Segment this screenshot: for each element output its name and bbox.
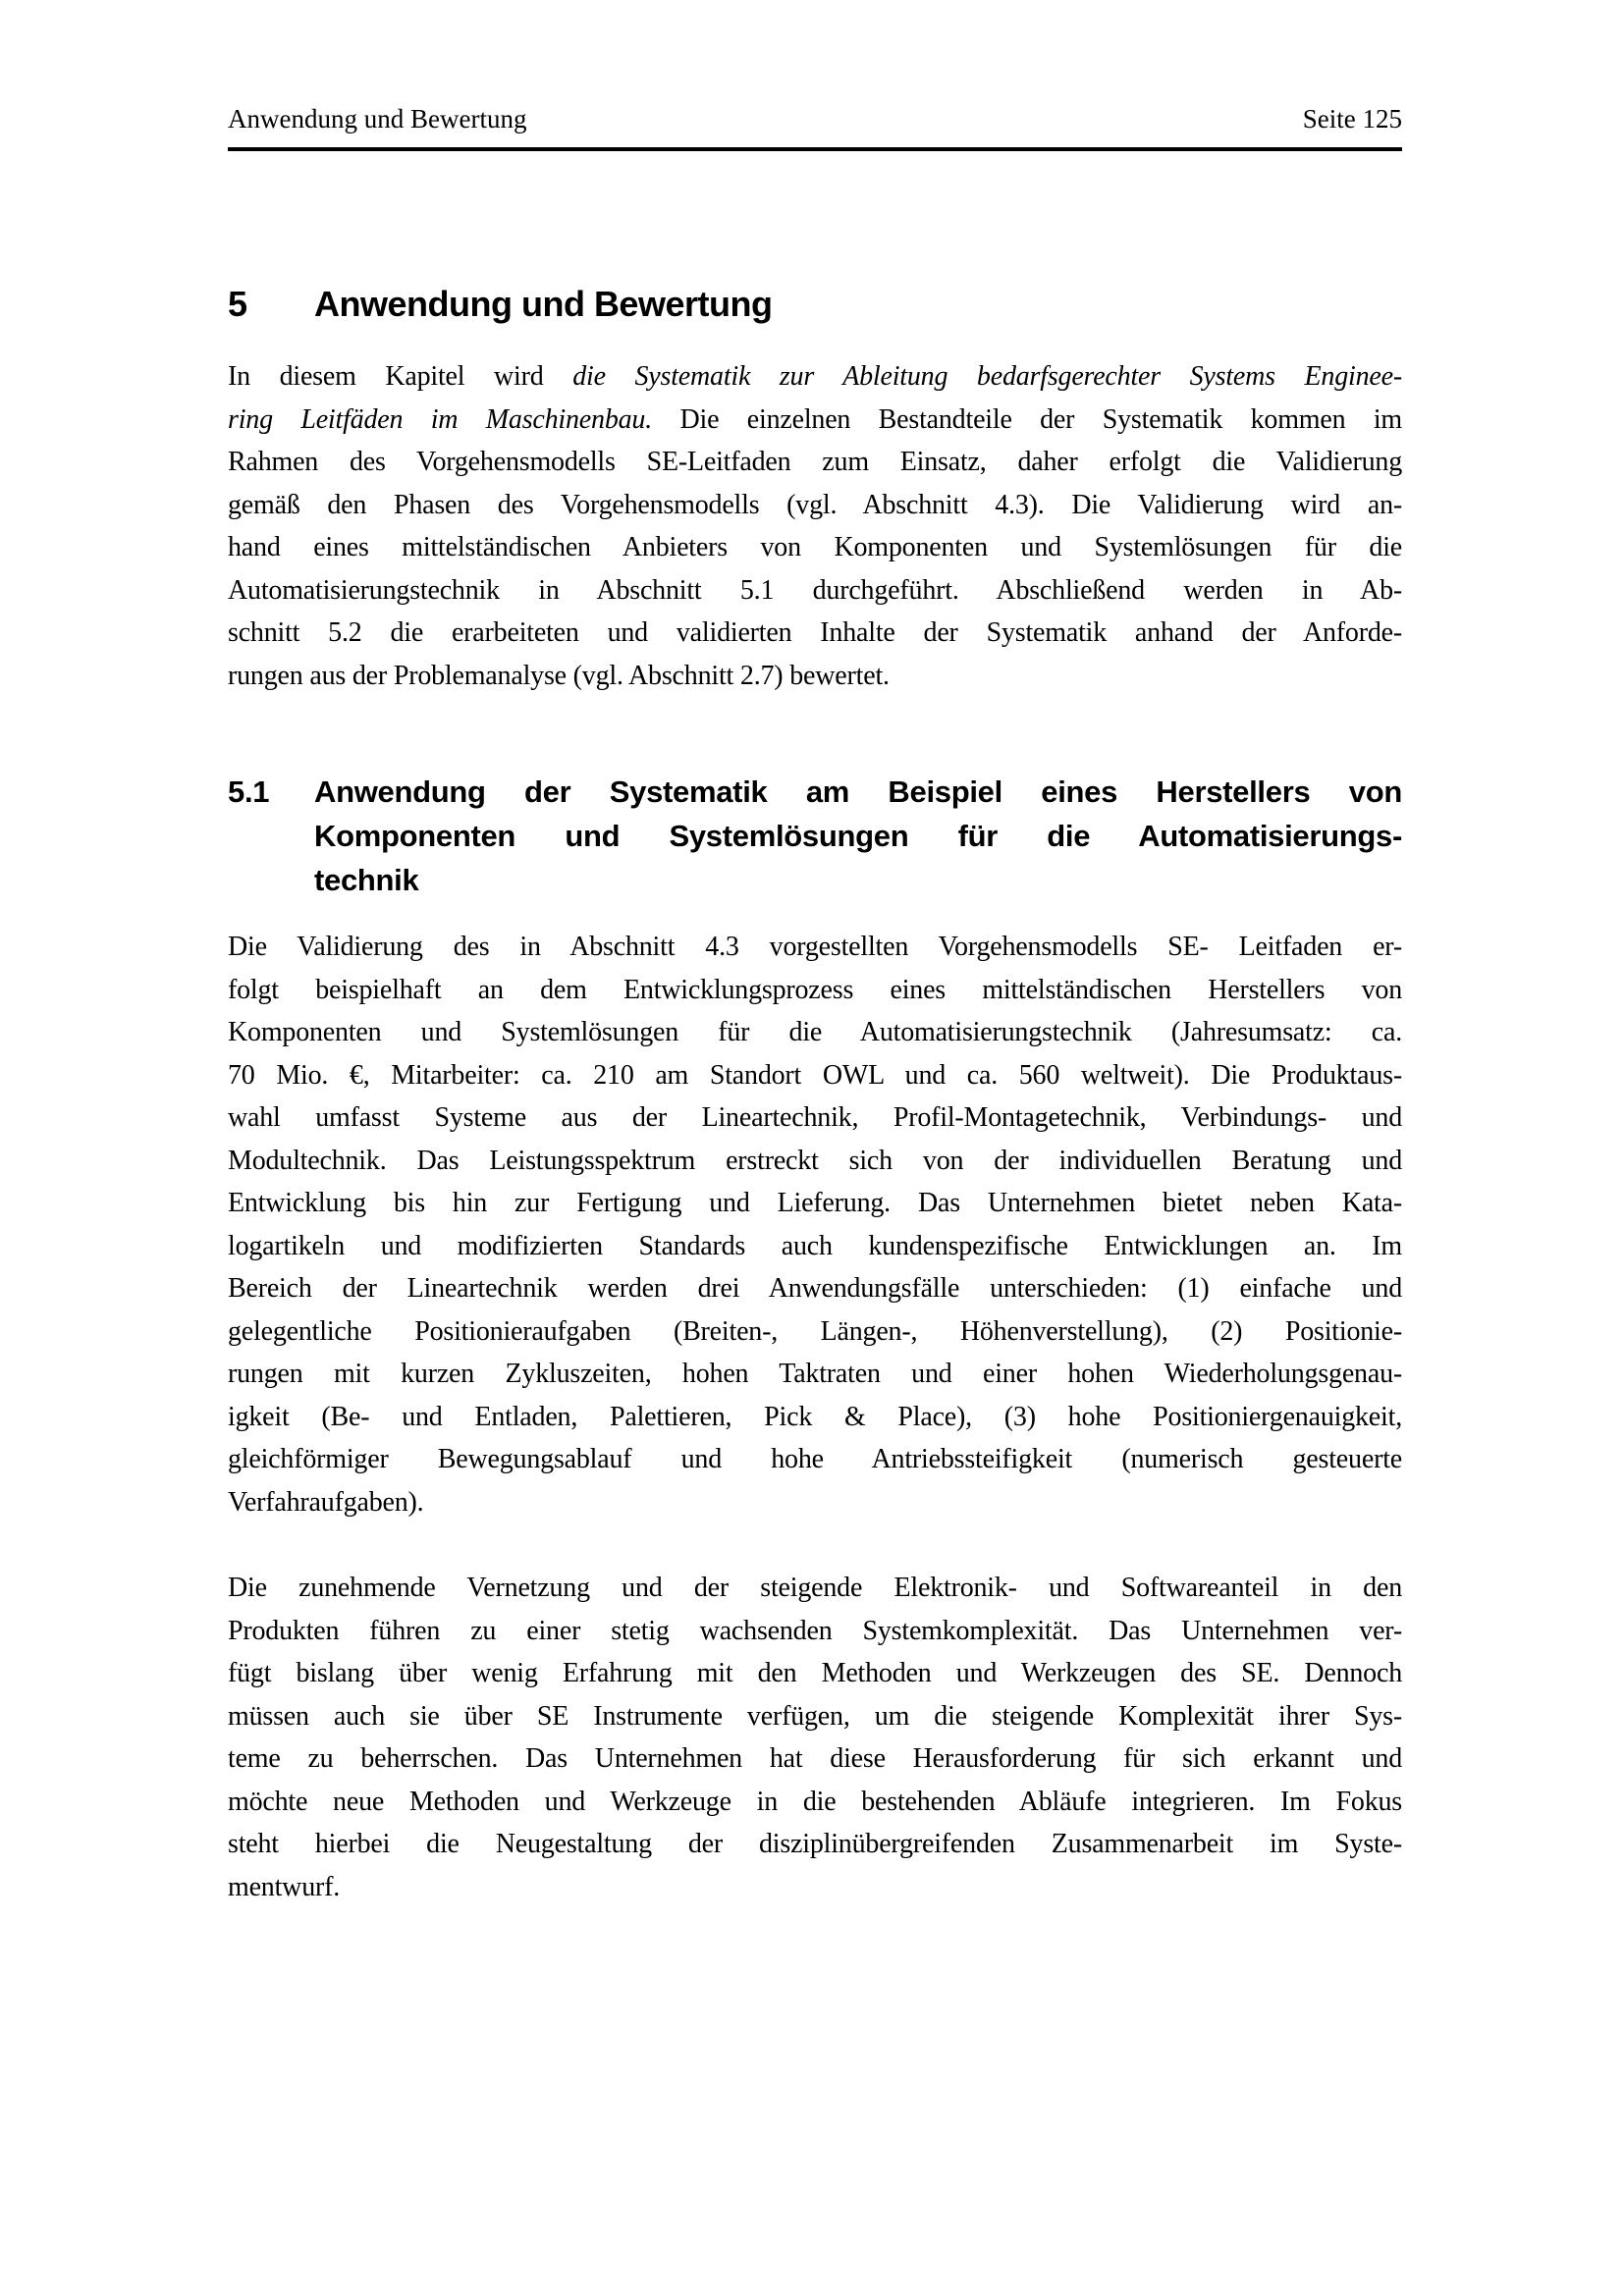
text-line bbox=[228, 1737, 1402, 1781]
text-segment: folgt beispielhaft an dem Entwicklungsprozess eines mittelständischen Herstellers von bbox=[228, 974, 1402, 1005]
section-title bbox=[314, 770, 1402, 902]
text-segment: igkeit (Be- und Entladen, Palettieren, Pick & Place), (3) hohe Positioniergenauigkeit, bbox=[228, 1401, 1402, 1432]
text-line bbox=[228, 1695, 1402, 1738]
section-heading bbox=[228, 770, 1402, 902]
text-segment: Automatisierungstechnik in Abschnitt 5.1 durchgeführt. Abschließend werden in Ab- bbox=[228, 574, 1402, 606]
chapter-title: Anwendung und Bewertung bbox=[314, 284, 773, 324]
text-segment: Verfahraufgaben). bbox=[228, 1486, 424, 1518]
text-line bbox=[228, 1182, 1402, 1225]
text-segment: 70 Mio. €, Mitarbeiter: ca. 210 am Standort OWL und ca. 560 weltweit). Die Produktaus- bbox=[228, 1059, 1402, 1091]
section-title-line: Anwendung der Systematik am Beispiel eines Herstellers von bbox=[314, 774, 1402, 809]
text-line bbox=[228, 1823, 1402, 1866]
text-segment: Die Validierung des in Abschnitt 4.3 vorgestellten Vorgehensmodells SE- Leitfaden er- bbox=[228, 932, 1402, 962]
text-line bbox=[228, 1652, 1402, 1695]
text-segment: Komponenten und Systemlösungen für die Automatisierungstechnik (Jahresumsatz: ca. bbox=[228, 1017, 1402, 1047]
text-line bbox=[228, 1438, 1402, 1481]
text-line bbox=[228, 1140, 1402, 1183]
italic-text-segment: ring Leitfäden im Maschinenbau. bbox=[228, 403, 653, 435]
section-title-line: technik bbox=[314, 863, 419, 897]
text-line bbox=[228, 1054, 1402, 1097]
text-line bbox=[228, 1610, 1402, 1653]
section-number: 5.1 bbox=[228, 774, 270, 809]
text-segment: wahl umfasst Systeme aus der Lineartechnik, Profil-Montagetechnik, Verbindungs- und bbox=[228, 1102, 1402, 1133]
text-segment: müssen auch sie über SE Instrumente verfügen, um die steigende Komplexität ihrer Sys- bbox=[228, 1700, 1402, 1732]
header-rule bbox=[228, 147, 1402, 151]
text-segment: gemäß den Phasen des Vorgehensmodells (vgl. Abschnitt 4.3). Die Validierung wird an- bbox=[228, 489, 1402, 520]
text-segment: Die einzelnen Bestandteile der Systematik kommen im bbox=[652, 403, 1403, 435]
paragraph-intro bbox=[228, 355, 1402, 697]
text-line bbox=[228, 1567, 1402, 1610]
text-line bbox=[228, 569, 1402, 613]
header-page-number: Seite 125 bbox=[1302, 104, 1402, 133]
text-line bbox=[228, 526, 1402, 569]
chapter-number: 5 bbox=[228, 284, 247, 324]
text-segment: logartikeln und modifizierten Standards auch kundenspezifische Entwicklungen an. Im bbox=[228, 1230, 1402, 1261]
text-segment: Modultechnik. Das Leistungsspektrum erstreckt sich von der individuellen Beratung und bbox=[228, 1145, 1402, 1176]
text-line bbox=[228, 655, 1402, 698]
text-segment: Rahmen des Vorgehensmodells SE-Leitfaden zum Einsatz, daher erfolgt die Validierung bbox=[228, 447, 1402, 477]
text-segment: teme zu beherrschen. Das Unternehmen hat diese Herausforderung für sich erkannt und bbox=[228, 1743, 1402, 1774]
text-segment: Produkten führen zu einer stetig wachsenden Systemkomplexität. Das Unternehmen ver- bbox=[228, 1615, 1402, 1646]
text-line bbox=[228, 926, 1402, 969]
text-segment: Entwicklung bis hin zur Fertigung und Lieferung. Das Unternehmen bietet neben Kata- bbox=[228, 1188, 1402, 1218]
italic-text-segment: die Systematik zur Ableitung bedarfsgerechter Systems Enginee- bbox=[572, 361, 1402, 392]
text-line bbox=[228, 1225, 1402, 1268]
text-line bbox=[228, 441, 1402, 484]
text-line bbox=[228, 1310, 1402, 1354]
text-line bbox=[228, 484, 1402, 527]
text-line bbox=[228, 1396, 1402, 1439]
text-segment: gelegentliche Positionieraufgaben (Breiten-, Längen-, Höhenverstellung), (2) Positionie- bbox=[228, 1315, 1402, 1347]
text-segment: fügt bislang über wenig Erfahrung mit den Methoden und Werkzeugen des SE. Dennoch bbox=[228, 1658, 1402, 1688]
text-line bbox=[228, 1353, 1402, 1396]
text-segment: In diesem Kapitel wird bbox=[228, 361, 573, 392]
text-segment: Die zunehmende Vernetzung und der steigende Elektronik- und Softwareanteil in den bbox=[228, 1573, 1402, 1603]
text-segment: rungen mit kurzen Zykluszeiten, hohen Taktraten und einer hohen Wiederholungsgenau- bbox=[228, 1359, 1402, 1389]
text-segment: gleichförmiger Bewegungsablauf und hohe Antriebssteifigkeit (numerisch gesteuerte bbox=[228, 1444, 1402, 1474]
paragraph-company-description bbox=[228, 926, 1402, 1523]
header-section-title: Anwendung und Bewertung bbox=[228, 104, 527, 133]
text-segment: Bereich der Lineartechnik werden drei Anwendungsfälle unterschieden: (1) einfache und bbox=[228, 1273, 1402, 1304]
text-line bbox=[228, 969, 1402, 1012]
text-line bbox=[228, 1866, 1402, 1909]
text-line bbox=[228, 399, 1402, 442]
text-segment: schnitt 5.2 die erarbeiteten und validierten Inhalte der Systematik anhand der Anforde- bbox=[228, 617, 1402, 648]
text-segment: hand eines mittelständischen Anbieters von Komponenten und Systemlösungen für die bbox=[228, 532, 1402, 562]
text-line bbox=[228, 1781, 1402, 1824]
paragraph-complexity bbox=[228, 1567, 1402, 1908]
text-segment: möchte neue Methoden und Werkzeuge in die bestehenden Abläufe integrieren. Im Fokus bbox=[228, 1786, 1402, 1817]
text-segment: mentwurf. bbox=[228, 1871, 341, 1902]
text-line bbox=[228, 612, 1402, 655]
text-line bbox=[228, 1011, 1402, 1054]
text-line bbox=[228, 355, 1402, 399]
running-head bbox=[228, 102, 1402, 135]
text-line bbox=[228, 1267, 1402, 1310]
chapter-heading bbox=[228, 283, 1402, 326]
text-line bbox=[228, 1481, 1402, 1524]
page-body bbox=[228, 355, 1402, 1908]
text-segment: steht hierbei die Neugestaltung der disziplinübergreifenden Zusammenarbeit im Syste- bbox=[228, 1829, 1402, 1859]
section-title-line: Komponenten und Systemlösungen für die Automatisierungs- bbox=[314, 819, 1402, 853]
text-line bbox=[228, 1096, 1402, 1140]
text-segment: rungen aus der Problemanalyse (vgl. Abschnitt 2.7) bewertet. bbox=[228, 660, 890, 691]
